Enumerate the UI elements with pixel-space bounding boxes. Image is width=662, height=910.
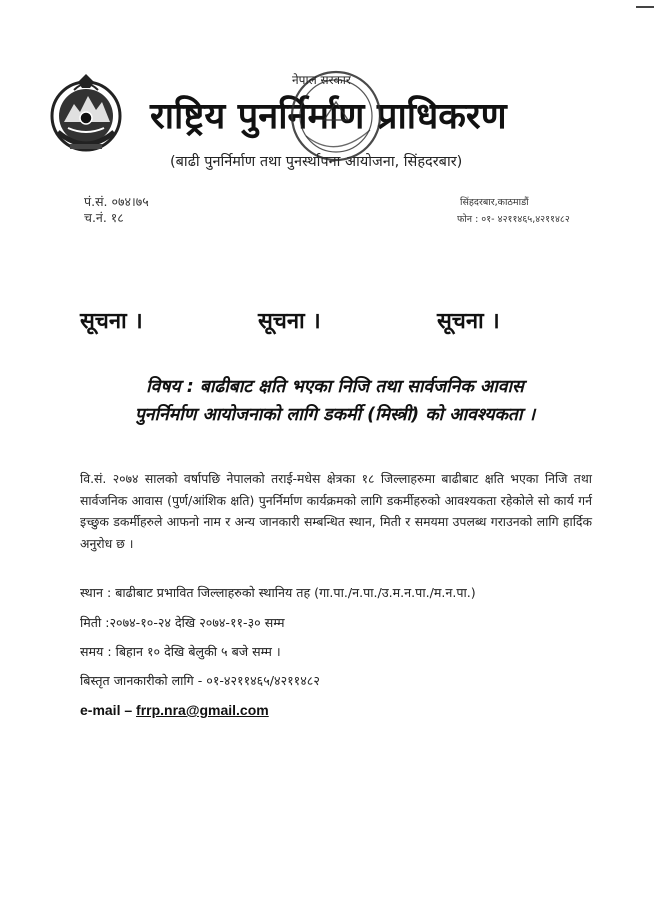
subject-line-2: पुनर्निर्माण आयोजनाको लागि डकर्मी (मिस्त्री) को आवश्यकता । — [134, 405, 536, 425]
detail-contact: बिस्तृत जानकारीको लागि - ०१-४२११४६५/४२११४८२ — [80, 673, 320, 688]
email-label: e-mail – — [80, 702, 137, 718]
office-phone: फोन : ०१- ४२११४६५,४२११४८२ — [457, 214, 570, 225]
page-title: राष्ट्रिय पुनर्निर्माण प्राधिकरण — [150, 96, 507, 137]
notice-body-paragraph: वि.सं. २०७४ सालको वर्षापछि नेपालको तराई-मधेस क्षेत्रका १८ जिल्लाहरुमा बाढीबाट क्षति भएका निजि तथा सार्वजनिक आवास (पुर्ण/आंशिक क्षति) पुनर्निर्माण कार्यक्रमको लागि डकर्मीहरुको आवश्यकता रहेकोले सो कार्य गर्न इच्छुक डकर्मीहरुले आफनो नाम र अन्य जानकारी सम्बन्धित स्थान, मिती र समयमा उपलब्ध गराउनको लागि हार्दिक अनुरोध छ । — [80, 471, 592, 551]
scan-edge-mark — [636, 6, 654, 8]
notice-heading-1: सूचना । — [80, 309, 143, 334]
detail-date: मिती :२०७४-१०-२४ देखि २०७४-११-३० सम्म — [80, 615, 285, 630]
patra-sankhya: पं.सं. ०७४।७५ — [84, 194, 149, 209]
email-line — [80, 702, 269, 718]
stamp-text: नेपाल सरकार — [292, 73, 351, 87]
chalani-number: च.नं. १८ — [84, 210, 124, 225]
notice-heading-2: सूचना । — [258, 309, 321, 334]
detail-time: समय : बिहान १० देखि बेलुकी ५ बजे सम्म । — [80, 644, 281, 659]
notice-heading-3: सूचना । — [437, 309, 500, 334]
detail-place: स्थान : बाढीबाट प्रभावित जिल्लाहरुको स्थानिय तह (गा.पा./न.पा./उ.म.न.पा./म.न.पा.) — [80, 585, 476, 600]
subject-line-1: विषय : बाढीबाट क्षति भएका निजि तथा सार्वजनिक आवास — [146, 377, 524, 397]
page-subtitle: (बाढी पुनर्निर्माण तथा पुनर्स्थापना आयोजना, सिंहदरबार) — [170, 154, 463, 170]
email-address-link[interactable]: frrp.nra@gmail.com — [136, 702, 269, 718]
office-location: सिंहदरबार,काठमाडौं — [460, 197, 529, 208]
nepal-government-emblem-icon — [44, 70, 128, 154]
official-round-stamp-icon — [278, 62, 390, 170]
